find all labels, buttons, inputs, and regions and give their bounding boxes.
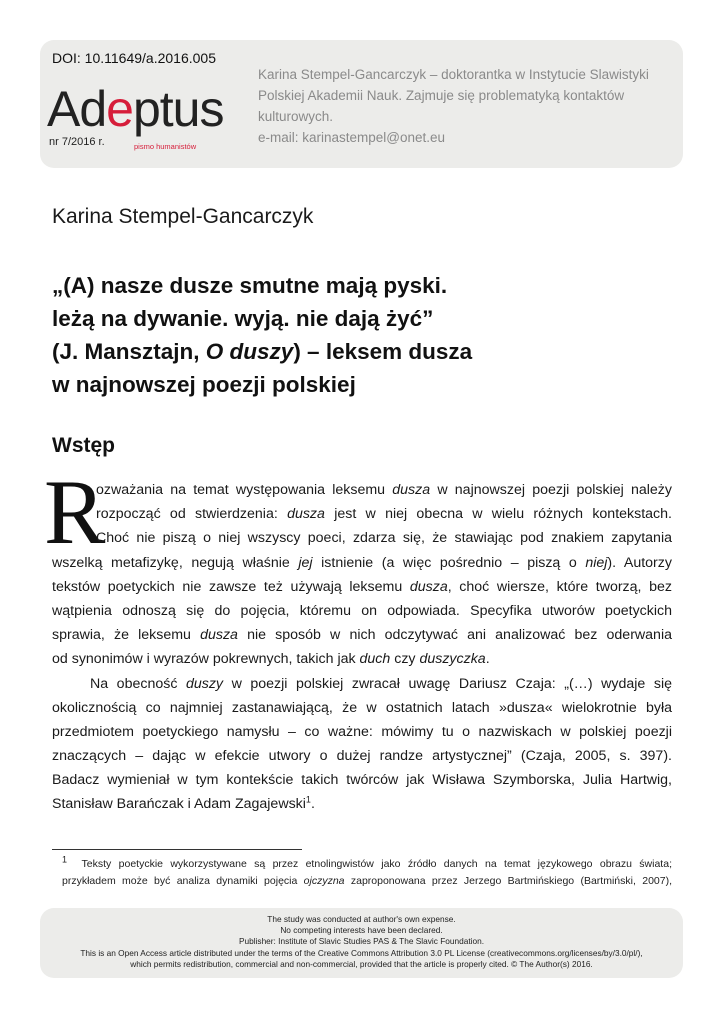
footnote-line: $^1$ Teksty poetyckie wykorzystywane są przez etnolingwistów jako źródło danych na temat językowego obrazu świata; bbox=[62, 854, 672, 870]
footnote bbox=[52, 856, 672, 889]
footer-line: which permits redistribution, commercial and non-commercial, provided that the article is properly cited. © The Author(s) 2016. bbox=[130, 958, 593, 969]
paragraph-line: Badacz wymieniał w tym kontekście takich twórców jak Wisława Szymborska, Julia Hartwig, bbox=[52, 772, 672, 789]
paragraph-line: Na obecność duszy w poezji polskiej zwracał uwagę Dariusz Czaja: „(…) wydaje się bbox=[90, 675, 672, 692]
drop-cap: R bbox=[44, 461, 106, 563]
paragraph-line: rozpocząć od stwierdzenia: dusza jest w niej obecna w wielu różnych kontekstach. bbox=[96, 506, 672, 523]
logo-wordmark: Adeptus bbox=[47, 81, 224, 137]
footnote-mark: 1 bbox=[62, 854, 68, 865]
paragraph-line: znaczących – dając w efekcie utwory o dużej randze artystycznej” (Czaja, 2005, s. 397). bbox=[52, 748, 672, 765]
paragraph-line: przedmiotem poetyckiego namysłu – co ważne: mówimy tu o nazwiskach w polskiej poezji bbox=[52, 723, 672, 740]
license-footer bbox=[40, 908, 683, 978]
article-author: Karina Stempel-Gancarczyk bbox=[52, 205, 314, 228]
footer-line[interactable]: This is an Open Access article distributed under the terms of the Creative Commons Attribution 3.0 PL License (creativecommons.org/licenses/by/3.0/pl/), bbox=[80, 947, 643, 958]
title-line: w najnowszej poezji polskiej bbox=[52, 372, 356, 397]
paragraph-line: okolicznością co najmniej zastanawiającą, że w ostatnich latach »dusza« wielokrotnie była bbox=[52, 699, 672, 716]
journal-logo bbox=[47, 81, 232, 154]
paragraph-line: wątpienia odnoszą się do pojęcia, któremu on odpowiada. Specyfika utworów poetyckich bbox=[52, 602, 672, 619]
paragraph-line: Choć nie piszą o niej wszyscy poeci, zdarza się, że stawiając pod znakiem zapytania bbox=[96, 530, 672, 547]
paragraph-line: tekstów poetyckich nie zawsze też używają leksemu dusza, choć wiersze, które tworzą, bez bbox=[52, 578, 672, 595]
footnote-divider bbox=[52, 849, 302, 850]
footer-line: The study was conducted at author's own expense. bbox=[267, 914, 456, 924]
footer-line: No competing interests have been declared. bbox=[280, 925, 443, 936]
paragraph-line: od synonimów i wyrazów pokrewnych, takich jak duch czy duszyczka. bbox=[52, 651, 490, 668]
paragraph-line: sprawia, że leksemu dusza nie sposób w nich odczytywać ani analizować bez oderwania bbox=[52, 627, 672, 644]
article-title bbox=[52, 269, 672, 401]
author-info-line: Karina Stempel-Gancarczyk – doktorantka w Instytucie Slawistyki bbox=[258, 67, 649, 82]
author-info bbox=[258, 64, 678, 148]
footnote-ref[interactable]: 1 bbox=[305, 794, 311, 805]
author-info-line: Polskiej Akademii Nauk. Zajmuje się problematyką kontaktów bbox=[258, 88, 625, 103]
section-heading: Wstęp bbox=[52, 434, 115, 457]
title-line: (J. Mansztajn, O duszy) – leksem dusza bbox=[52, 339, 473, 364]
doi[interactable]: DOI: 10.11649/a.2016.005 bbox=[52, 50, 216, 66]
author-email[interactable]: e-mail: karinastempel@onet.eu bbox=[258, 130, 446, 145]
logo-subtitle: pismo humanistów bbox=[134, 142, 197, 151]
paragraph-line: Stanisław Barańczak i Adam Zagajewski$^1$. bbox=[52, 794, 315, 813]
paragraph-line: ozważania na temat występowania leksemu dusza w najnowszej poezji polskiej należy bbox=[96, 482, 672, 498]
footer-line: Publisher: Institute of Slavic Studies PAS & The Slavic Foundation. bbox=[238, 936, 485, 947]
issue-number: nr 7/2016 r. bbox=[49, 136, 105, 148]
body-text bbox=[52, 478, 672, 817]
paragraph-line: wszelką metafizykę, negują właśnie jej istnienie (a więc pośrednio – piszą o niej). Autorzy bbox=[52, 554, 672, 571]
footnote-line: przykładem może być analiza dynamiki pojęcia ojczyzna zaproponowana przez Jerzego Bartmińskiego (Bartmiński, 2007), bbox=[62, 874, 672, 887]
author-info-line: kulturowych. bbox=[258, 109, 334, 124]
title-line: „(A) nasze dusze smutne mają pyski. bbox=[52, 273, 448, 298]
title-line: leżą na dywanie. wyją. nie dają żyć” bbox=[52, 306, 434, 331]
